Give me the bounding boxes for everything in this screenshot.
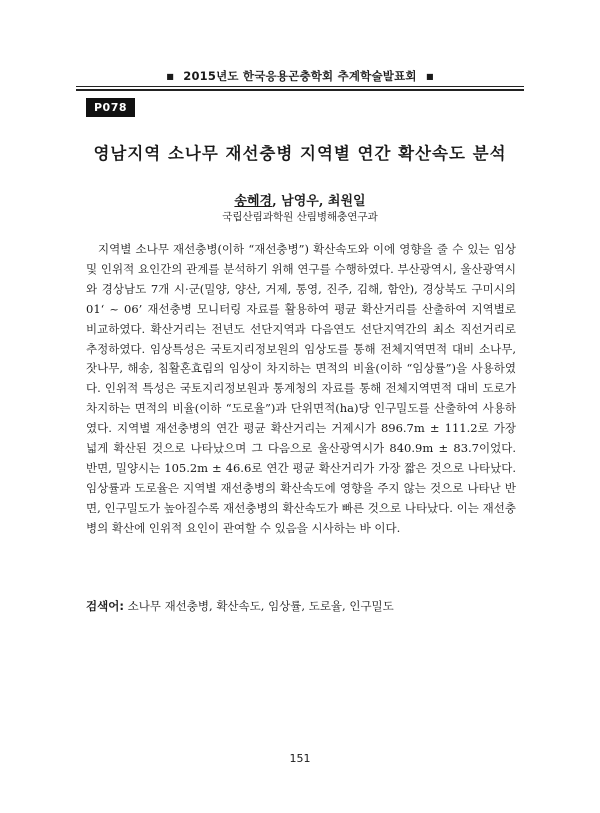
- first-author: 송혜경: [234, 194, 273, 209]
- header-bullet-right: ■: [425, 72, 434, 81]
- co-authors: , 남영우, 최원일: [272, 194, 366, 209]
- poster-id-badge: P078: [86, 98, 135, 117]
- keywords: [86, 598, 516, 614]
- paper-title: 영남지역 소나무 재선충병 지역별 연간 확산속도 분석: [93, 144, 507, 163]
- affiliation: 국립산림과학원 산림병해충연구과: [222, 211, 378, 223]
- header-rule-thin: [76, 86, 524, 87]
- header-bullet-left: ■: [166, 72, 175, 81]
- page-number: 151: [289, 752, 311, 765]
- conference-title: 2015년도 한국응용곤충학회 추계학술발표회: [183, 69, 417, 83]
- keywords-label: 검색어:: [86, 599, 124, 613]
- author-list: [76, 190, 524, 209]
- conference-header: [76, 68, 524, 84]
- header-rule-thick: [76, 89, 524, 91]
- keywords-list: 소나무 재선충병, 확산속도, 임상률, 도로율, 인구밀도: [127, 599, 394, 613]
- abstract-body: 지역별 소나무 재선충병(이하 “재선충병”) 확산속도와 이에 영향을 줄 수 있는 임상 및 인위적 요인간의 관계를 분석하기 위해 연구를 수행하였다. 부산광역시, 울산광역시와 경상남도 7개 시·군(밀양, 양산, 거제, 통영, 진주, 김해, 함안), 경상북도 구미시의 01‘ ~ 06’ 재선충병 모니터링 자료를 활용하여 평균 확산거리를 산출하여 지역별로 비교하였다. 확산거리는 전년도 선단지역과 다음연도 선단지역간의 최소 직선거리로 추정하였다. 임상특성은 국토지리정보원의 임상도를 통해 전체지역면적 대비 소나무, 잣나무, 해송, 침활혼효림의 임상이 차지하는 면적의 비율(이하 “임상률”)을 사용하였다. 인위적 특성은 국토지리정보원과 통계청의 자료를 통해 전체지역면적 대비 도로가 차지하는 면적의 비율(이하 “도로율”)과 단위면적(ha)당 인구밀도를 산출하여 사용하였다. 지역별 재선충병의 연간 평균 확산거리는 거제시가 896.7m ± 111.2로 가장 넓게 확산된 것으로 나타났으며 그 다음으로 울산광역시가 840.9m ± 83.7이었다. 반면, 밀양시는 105.2m ± 46.6로 연간 평균 확산거리가 가장 짧은 것으로 나타났다. 임상률과 도로율은 지역별 재선충병의 확산속도에 영향을 주지 않는 것으로 나타난 반면, 인구밀도가 높아질수록 재선충병의 확산속도가 빠른 것으로 나타났다. 이는 재선충병의 확산에 인위적 요인이 관여할 수 있음을 시사하는 바 이다.: [86, 242, 516, 535]
